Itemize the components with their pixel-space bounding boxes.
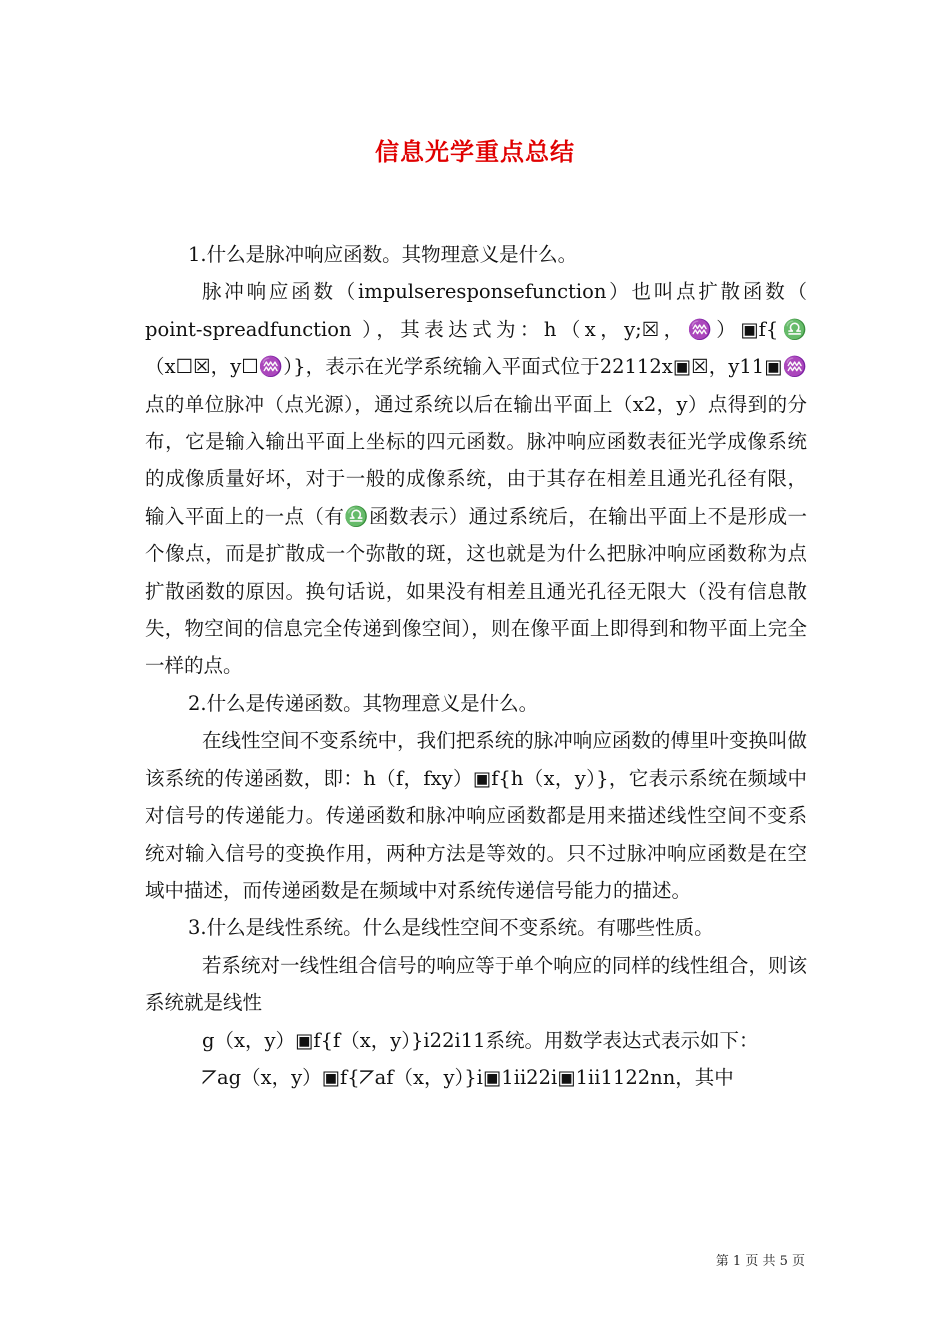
body-paragraph: 脉冲响应函数（impulseresponsefunction）也叫点扩散函数（ point-spreadfunction ），其表达式为：h（x，y;☒，♒）▣f{♎（x☐☒，y☐♒）}，表示在光学系统输入平面式位于22112x▣☒，y11▣♒点的单位脉冲（点光源），通过系统以后在输出平面上（x2，y）点得到的分布，它是输入输出平面上坐标的四元函数。脉冲响应函数表征光学成像系统的成像质量好坏，对于一般的成像系统，由于其存在相差且通光孔径有限，输入平面上的一点（有♎函数表示）通过系统后，在输出平面上不是形成一个像点，而是扩散成一个弥散的斑，这也就是为什么把脉冲响应函数称为点扩散函数的原因。换句话说，如果没有相差且通光孔径无限大（没有信息散失，物空间的信息完全传递到像空间），则在像平面上即得到和物平面上完全一样的点。 bbox=[145, 280, 807, 678]
document-title: 信息光学重点总结 bbox=[375, 137, 575, 166]
section-heading-1: 1.什么是脉冲响应函数。其物理意义是什么。 bbox=[188, 243, 578, 266]
body-paragraph: 在线性空间不变系统中，我们把系统的脉冲响应函数的傅里叶变换叫做该系统的传递函数，即：h（f，fxy）▣f{h（x，y）}，它表示系统在频域中对信号的传递能力。传递函数和脉冲响应函数都是用来描述线性空间不变系统对输入信号的变换作用，两种方法是等效的。只不过脉冲响应函数是在空域中描述，而传递函数是在频域中对系统传递信号能力的描述。 bbox=[145, 729, 807, 902]
body-paragraph: 若系统对一线性组合信号的响应等于单个响应的同样的线性组合，则该系统就是线性 bbox=[145, 953, 807, 1015]
document-body bbox=[145, 236, 807, 1096]
page-number-footer: 第 1 页 共 5 页 bbox=[715, 1254, 805, 1269]
section-heading-3: 3.什么是线性系统。什么是线性空间不变系统。有哪些性质。 bbox=[188, 916, 714, 940]
equation-line: ⦢ag（x，y）▣f{⦢af（x，y）}i▣1ii22i▣1ii1122nn，其中 bbox=[202, 1065, 734, 1089]
section-heading-2: 2.什么是传递函数。其物理意义是什么。 bbox=[188, 691, 539, 715]
equation-line: g（x，y）▣f{f（x，y）}i22i11系统。用数学表达式表示如下： bbox=[202, 1028, 759, 1052]
